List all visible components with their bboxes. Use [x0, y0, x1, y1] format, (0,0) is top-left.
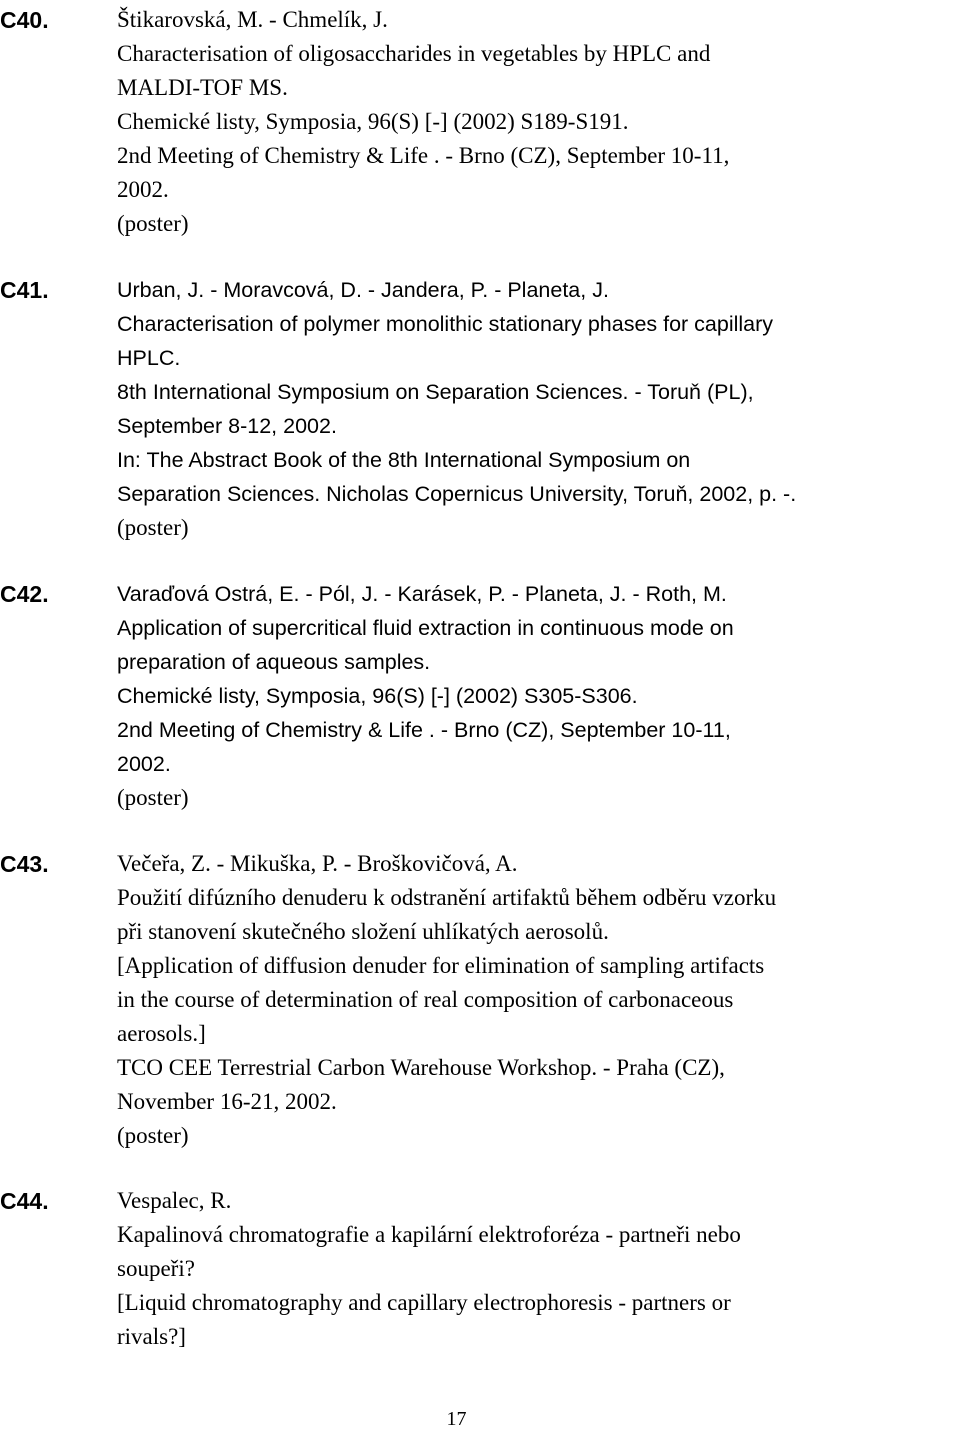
entry-line: 2002.: [117, 752, 171, 776]
entry-text-block: [117, 847, 957, 1153]
entry-line: Application of supercritical fluid extraction in continuous mode on: [117, 616, 734, 640]
entry-line: (poster): [117, 785, 189, 810]
entry-line: Characterisation of oligosaccharides in vegetables by HPLC and: [117, 41, 711, 66]
entry-line: September 8-12, 2002.: [117, 414, 337, 438]
entry-line: Večeřa, Z. - Mikuška, P. - Broškovičová, A.: [117, 851, 518, 876]
entry-line: Štikarovská, M. - Chmelík, J.: [117, 7, 388, 32]
entry-number: C43.: [0, 851, 49, 877]
entry-number: C44.: [0, 1188, 49, 1214]
entry-line: HPLC.: [117, 346, 181, 370]
entry-line: Separation Sciences. Nicholas Copernicus University, Toruň, 2002, p. -.: [117, 482, 797, 506]
entry-number: C42.: [0, 581, 49, 607]
entry-line: Chemické listy, Symposia, 96(S) [-] (2002) S305-S306.: [117, 684, 638, 708]
entry-line: 2nd Meeting of Chemistry & Life . - Brno (CZ), September 10-11,: [117, 143, 730, 168]
entry-line: in the course of determination of real composition of carbonaceous: [117, 987, 734, 1012]
entry-line: MALDI-TOF MS.: [117, 75, 288, 100]
entry-text-block: [117, 3, 957, 241]
entry-line: Urban, J. - Moravcová, D. - Jandera, P. - Planeta, J.: [117, 278, 609, 302]
entry-text-block: [117, 273, 957, 545]
entry-line: aerosols.]: [117, 1021, 206, 1046]
entry-line: Kapalinová chromatografie a kapilární elektroforéza - partneři nebo: [117, 1222, 741, 1247]
entry-line: 2002.: [117, 177, 169, 202]
entry-number: C40.: [0, 7, 49, 33]
entry-number: C41.: [0, 277, 49, 303]
entry-line: TCO CEE Terrestrial Carbon Warehouse Workshop. - Praha (CZ),: [117, 1055, 725, 1080]
entry-line: Chemické listy, Symposia, 96(S) [-] (2002) S189-S191.: [117, 109, 629, 134]
entry-line: (poster): [117, 211, 189, 236]
entry-line: In: The Abstract Book of the 8th International Symposium on: [117, 448, 691, 472]
entry-line: při stanovení skutečného složení uhlíkatých aerosolů.: [117, 919, 609, 944]
entry-line: Použití difúzního denuderu k odstranění artifaktů během odběru vzorku: [117, 885, 777, 910]
entry-line: (poster): [117, 1123, 189, 1148]
page-number: 17: [446, 1408, 467, 1430]
entry-line: Varaďová Ostrá, E. - Pól, J. - Karásek, P. - Planeta, J. - Roth, M.: [117, 582, 727, 606]
entry-line: rivals?]: [117, 1324, 186, 1349]
entry-line: preparation of aqueous samples.: [117, 650, 431, 674]
entry-line: November 16-21, 2002.: [117, 1089, 337, 1114]
entry-line: Characterisation of polymer monolithic stationary phases for capillary: [117, 312, 774, 336]
entry-line: soupeři?: [117, 1256, 195, 1281]
entry-line: [Application of diffusion denuder for elimination of sampling artifacts: [117, 953, 765, 978]
entry-line: Vespalec, R.: [117, 1188, 232, 1213]
entry-line: 8th International Symposium on Separation Sciences. - Toruň (PL),: [117, 380, 754, 404]
entry-line: (poster): [117, 515, 189, 540]
entry-text-block: [117, 577, 957, 815]
entry-line: [Liquid chromatography and capillary electrophoresis - partners or: [117, 1290, 731, 1315]
entry-line: 2nd Meeting of Chemistry & Life . - Brno (CZ), September 10-11,: [117, 718, 731, 742]
entry-text-block: [117, 1184, 957, 1354]
